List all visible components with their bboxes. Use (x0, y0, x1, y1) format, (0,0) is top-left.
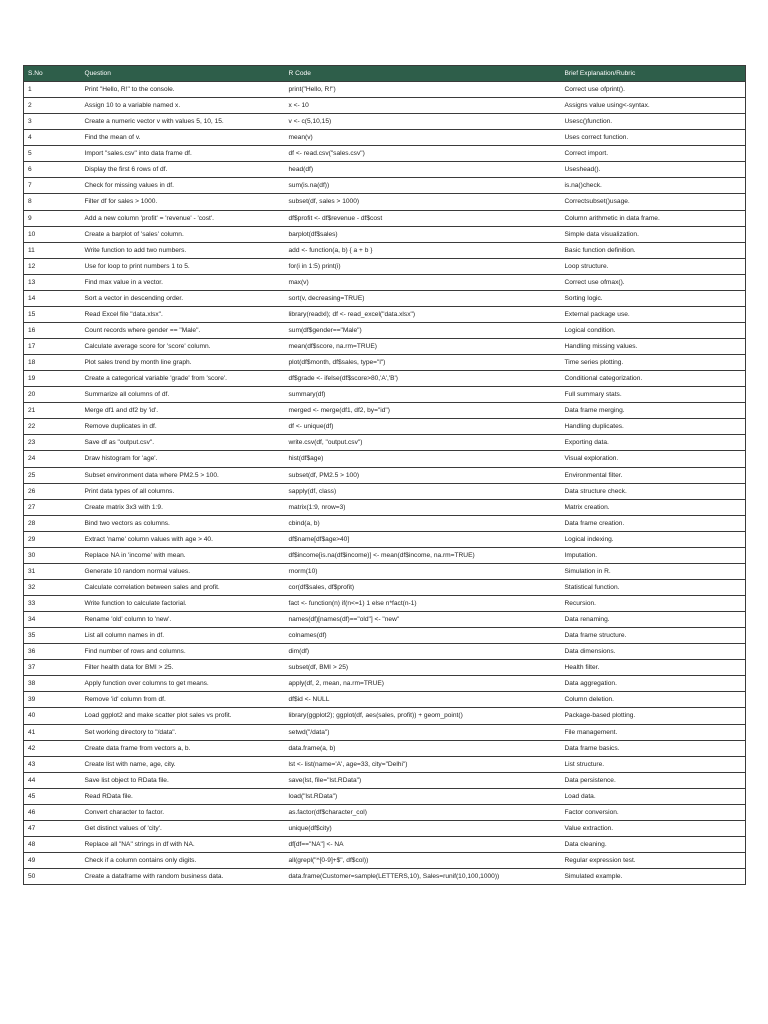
cell-r-code: subset(df, BMI > 25) (285, 660, 561, 676)
cell-question: Subset environment data where PM2.5 > 100. (81, 467, 285, 483)
table-row (24, 339, 746, 355)
cell-sno: 34 (24, 612, 81, 628)
cell-question: Find the mean of v. (81, 130, 285, 146)
cell-sno: 44 (24, 772, 81, 788)
cell-r-code: matrix(1:9, nrow=3) (285, 499, 561, 515)
cell-rubric: Handling duplicates. (561, 419, 746, 435)
cell-question: Create a dataframe with random business data. (81, 869, 285, 885)
cell-sno: 29 (24, 531, 81, 547)
cell-sno: 19 (24, 371, 81, 387)
cell-r-code: barplot(df$sales) (285, 226, 561, 242)
cell-sno: 13 (24, 274, 81, 290)
cell-sno: 12 (24, 258, 81, 274)
cell-rubric: Correctsubset()usage. (561, 194, 746, 210)
cell-rubric: Simple data visualization. (561, 226, 746, 242)
cell-question: Load ggplot2 and make scatter plot sales vs profit. (81, 708, 285, 724)
cell-r-code: df <- read.csv("sales.csv") (285, 146, 561, 162)
cell-question: Find max value in a vector. (81, 274, 285, 290)
cell-rubric: Usesc()function. (561, 114, 746, 130)
table-row (24, 306, 746, 322)
cell-rubric: Data frame creation. (561, 515, 746, 531)
cell-r-code: load("lst.RData") (285, 788, 561, 804)
cell-question: Filter df for sales > 1000. (81, 194, 285, 210)
table-row (24, 708, 746, 724)
table-row (24, 628, 746, 644)
cell-rubric: Package-based plotting. (561, 708, 746, 724)
cell-sno: 41 (24, 724, 81, 740)
cell-r-code: sapply(df, class) (285, 483, 561, 499)
cell-sno: 49 (24, 853, 81, 869)
cell-rubric: Logical condition. (561, 322, 746, 338)
cell-question: Remove duplicates in df. (81, 419, 285, 435)
cell-sno: 43 (24, 756, 81, 772)
table-row (24, 355, 746, 371)
cell-rubric: Environmental filter. (561, 467, 746, 483)
r-questions-table-container (23, 65, 745, 885)
cell-sno: 15 (24, 306, 81, 322)
cell-r-code: library(ggplot2); ggplot(df, aes(sales, profit)) + geom_point() (285, 708, 561, 724)
cell-question: Calculate correlation between sales and profit. (81, 579, 285, 595)
cell-question: Write function to add two numbers. (81, 242, 285, 258)
cell-r-code: x <- 10 (285, 98, 561, 114)
header-rubric: Brief Explanation/Rubric (561, 66, 746, 82)
table-row (24, 130, 746, 146)
cell-question: Save df as "output.csv". (81, 435, 285, 451)
cell-rubric: Matrix creation. (561, 499, 746, 515)
cell-question: Draw histogram for 'age'. (81, 451, 285, 467)
table-row (24, 804, 746, 820)
table-row (24, 146, 746, 162)
cell-rubric: Simulated example. (561, 869, 746, 885)
cell-question: Check if a column contains only digits. (81, 853, 285, 869)
cell-sno: 32 (24, 579, 81, 595)
cell-r-code: sum(df$gender=="Male") (285, 322, 561, 338)
cell-sno: 42 (24, 740, 81, 756)
cell-question: Check for missing values in df. (81, 178, 285, 194)
table-row (24, 820, 746, 836)
r-questions-table (23, 65, 746, 885)
cell-rubric: Load data. (561, 788, 746, 804)
cell-sno: 11 (24, 242, 81, 258)
cell-r-code: merged <- merge(df1, df2, by="id") (285, 403, 561, 419)
cell-rubric: Data frame basics. (561, 740, 746, 756)
cell-r-code: dim(df) (285, 644, 561, 660)
table-row (24, 290, 746, 306)
table-row (24, 692, 746, 708)
table-row (24, 162, 746, 178)
cell-rubric: Full summary stats. (561, 387, 746, 403)
cell-question: Read Excel file "data.xlsx". (81, 306, 285, 322)
cell-r-code: colnames(df) (285, 628, 561, 644)
cell-r-code: summary(df) (285, 387, 561, 403)
cell-sno: 27 (24, 499, 81, 515)
cell-r-code: lst <- list(name='A', age=33, city="Delhi") (285, 756, 561, 772)
cell-rubric: Visual exploration. (561, 451, 746, 467)
table-row (24, 194, 746, 210)
cell-sno: 4 (24, 130, 81, 146)
cell-question: Create a categorical variable 'grade' from 'score'. (81, 371, 285, 387)
cell-r-code: fact <- function(n) if(n<=1) 1 else n*fact(n-1) (285, 596, 561, 612)
cell-question: Create a numeric vector v with values 5, 10, 15. (81, 114, 285, 130)
cell-sno: 7 (24, 178, 81, 194)
cell-sno: 10 (24, 226, 81, 242)
cell-rubric: Correct use ofmax(). (561, 274, 746, 290)
cell-sno: 28 (24, 515, 81, 531)
cell-question: Assign 10 to a variable named x. (81, 98, 285, 114)
cell-sno: 2 (24, 98, 81, 114)
cell-r-code: library(readxl); df <- read_excel("data.xlsx") (285, 306, 561, 322)
cell-sno: 30 (24, 547, 81, 563)
cell-question: Count records where gender == "Male". (81, 322, 285, 338)
table-row (24, 483, 746, 499)
cell-question: Extract 'name' column values with age > 40. (81, 531, 285, 547)
cell-sno: 25 (24, 467, 81, 483)
cell-question: Remove 'id' column from df. (81, 692, 285, 708)
table-row (24, 98, 746, 114)
cell-question: Merge df1 and df2 by 'id'. (81, 403, 285, 419)
cell-r-code: df$grade <- ifelse(df$score>80,'A','B') (285, 371, 561, 387)
cell-r-code: as.factor(df$character_col) (285, 804, 561, 820)
cell-rubric: Exporting data. (561, 435, 746, 451)
cell-question: Create list with name, age, city. (81, 756, 285, 772)
cell-sno: 21 (24, 403, 81, 419)
cell-rubric: Value extraction. (561, 820, 746, 836)
cell-sno: 36 (24, 644, 81, 660)
cell-r-code: mean(df$score, na.rm=TRUE) (285, 339, 561, 355)
table-row (24, 563, 746, 579)
cell-r-code: hist(df$age) (285, 451, 561, 467)
cell-rubric: is.na()check. (561, 178, 746, 194)
table-row (24, 531, 746, 547)
cell-sno: 9 (24, 210, 81, 226)
cell-r-code: max(v) (285, 274, 561, 290)
cell-sno: 24 (24, 451, 81, 467)
cell-r-code: cbind(a, b) (285, 515, 561, 531)
cell-question: Write function to calculate factorial. (81, 596, 285, 612)
table-row (24, 403, 746, 419)
cell-question: Import "sales.csv" into data frame df. (81, 146, 285, 162)
cell-sno: 39 (24, 692, 81, 708)
cell-question: Plot sales trend by month line graph. (81, 355, 285, 371)
table-row (24, 322, 746, 338)
cell-r-code: apply(df, 2, mean, na.rm=TRUE) (285, 676, 561, 692)
cell-rubric: Data cleaning. (561, 836, 746, 852)
header-sno: S.No (24, 66, 81, 82)
cell-rubric: Sorting logic. (561, 290, 746, 306)
cell-rubric: Data persistence. (561, 772, 746, 788)
table-row (24, 451, 746, 467)
table-row (24, 724, 746, 740)
cell-question: Use for loop to print numbers 1 to 5. (81, 258, 285, 274)
cell-rubric: Recursion. (561, 596, 746, 612)
cell-question: Replace NA in 'income' with mean. (81, 547, 285, 563)
table-row (24, 596, 746, 612)
table-row (24, 258, 746, 274)
cell-r-code: print("Hello, R!") (285, 82, 561, 98)
cell-sno: 20 (24, 387, 81, 403)
cell-sno: 38 (24, 676, 81, 692)
table-row (24, 178, 746, 194)
cell-question: Create data frame from vectors a, b. (81, 740, 285, 756)
cell-rubric: Useshead(). (561, 162, 746, 178)
cell-rubric: Handling missing values. (561, 339, 746, 355)
cell-sno: 40 (24, 708, 81, 724)
cell-question: List all column names in df. (81, 628, 285, 644)
cell-sno: 37 (24, 660, 81, 676)
cell-r-code: plot(df$month, df$sales, type="l") (285, 355, 561, 371)
cell-r-code: subset(df, sales > 1000) (285, 194, 561, 210)
cell-rubric: Basic function definition. (561, 242, 746, 258)
table-row (24, 274, 746, 290)
cell-sno: 6 (24, 162, 81, 178)
table-row (24, 547, 746, 563)
cell-rubric: Assigns value using<-syntax. (561, 98, 746, 114)
cell-r-code: all(grepl("^[0-9]+$", df$col)) (285, 853, 561, 869)
table-row (24, 644, 746, 660)
cell-r-code: df <- unique(df) (285, 419, 561, 435)
cell-question: Read RData file. (81, 788, 285, 804)
table-row (24, 853, 746, 869)
cell-r-code: unique(df$city) (285, 820, 561, 836)
cell-sno: 35 (24, 628, 81, 644)
cell-question: Sort a vector in descending order. (81, 290, 285, 306)
cell-rubric: Statistical function. (561, 579, 746, 595)
cell-question: Create matrix 3x3 with 1:9. (81, 499, 285, 515)
cell-sno: 50 (24, 869, 81, 885)
cell-r-code: sum(is.na(df)) (285, 178, 561, 194)
cell-rubric: Simulation in R. (561, 563, 746, 579)
table-row (24, 836, 746, 852)
table-row (24, 210, 746, 226)
cell-question: Print data types of all columns. (81, 483, 285, 499)
cell-rubric: File management. (561, 724, 746, 740)
cell-sno: 31 (24, 563, 81, 579)
cell-r-code: subset(df, PM2.5 > 100) (285, 467, 561, 483)
cell-r-code: sort(v, decreasing=TRUE) (285, 290, 561, 306)
table-row (24, 226, 746, 242)
table-row (24, 419, 746, 435)
cell-rubric: External package use. (561, 306, 746, 322)
cell-r-code: write.csv(df, "output.csv") (285, 435, 561, 451)
cell-r-code: rnorm(10) (285, 563, 561, 579)
cell-question: Rename 'old' column to 'new'. (81, 612, 285, 628)
cell-sno: 47 (24, 820, 81, 836)
cell-rubric: Uses correct function. (561, 130, 746, 146)
cell-rubric: Factor conversion. (561, 804, 746, 820)
cell-r-code: save(lst, file="lst.RData") (285, 772, 561, 788)
cell-r-code: mean(v) (285, 130, 561, 146)
header-question: Question (81, 66, 285, 82)
cell-r-code: df[df=="NA"] <- NA (285, 836, 561, 852)
cell-rubric: Loop structure. (561, 258, 746, 274)
table-row (24, 579, 746, 595)
cell-question: Summarize all columns of df. (81, 387, 285, 403)
cell-question: Bind two vectors as columns. (81, 515, 285, 531)
table-row (24, 772, 746, 788)
cell-question: Create a barplot of 'sales' column. (81, 226, 285, 242)
cell-r-code: df$income[is.na(df$income)] <- mean(df$income, na.rm=TRUE) (285, 547, 561, 563)
cell-rubric: Data dimensions. (561, 644, 746, 660)
cell-rubric: Column arithmetic in data frame. (561, 210, 746, 226)
cell-rubric: Logical indexing. (561, 531, 746, 547)
cell-sno: 1 (24, 82, 81, 98)
cell-sno: 33 (24, 596, 81, 612)
cell-r-code: data.frame(a, b) (285, 740, 561, 756)
cell-sno: 23 (24, 435, 81, 451)
cell-rubric: Conditional categorization. (561, 371, 746, 387)
table-body (24, 82, 746, 885)
cell-rubric: Data aggregation. (561, 676, 746, 692)
table-row (24, 515, 746, 531)
cell-question: Filter health data for BMI > 25. (81, 660, 285, 676)
table-row (24, 435, 746, 451)
cell-sno: 5 (24, 146, 81, 162)
table-row (24, 660, 746, 676)
table-row (24, 756, 746, 772)
table-header (24, 66, 746, 82)
cell-rubric: Data frame merging. (561, 403, 746, 419)
cell-rubric: Regular expression test. (561, 853, 746, 869)
cell-question: Find number of rows and columns. (81, 644, 285, 660)
table-row (24, 82, 746, 98)
cell-question: Save list object to RData file. (81, 772, 285, 788)
cell-r-code: df$name[df$age>40] (285, 531, 561, 547)
table-row (24, 467, 746, 483)
cell-sno: 17 (24, 339, 81, 355)
cell-question: Apply function over columns to get means. (81, 676, 285, 692)
table-row (24, 371, 746, 387)
cell-sno: 18 (24, 355, 81, 371)
cell-sno: 22 (24, 419, 81, 435)
cell-rubric: Data renaming. (561, 612, 746, 628)
cell-r-code: data.frame(Customer=sample(LETTERS,10), Sales=runif(10,100,1000)) (285, 869, 561, 885)
cell-question: Replace all "NA" strings in df with NA. (81, 836, 285, 852)
cell-r-code: cor(df$sales, df$profit) (285, 579, 561, 595)
cell-question: Display the first 6 rows of df. (81, 162, 285, 178)
cell-rubric: Data structure check. (561, 483, 746, 499)
cell-rubric: Health filter. (561, 660, 746, 676)
cell-sno: 45 (24, 788, 81, 804)
table-row (24, 788, 746, 804)
cell-question: Generate 10 random normal values. (81, 563, 285, 579)
cell-question: Print "Hello, R!" to the console. (81, 82, 285, 98)
cell-r-code: for(i in 1:5) print(i) (285, 258, 561, 274)
table-row (24, 114, 746, 130)
cell-question: Set working directory to "/data". (81, 724, 285, 740)
cell-sno: 26 (24, 483, 81, 499)
cell-r-code: names(df)[names(df)=="old"] <- "new" (285, 612, 561, 628)
cell-question: Calculate average score for 'score' column. (81, 339, 285, 355)
table-row (24, 676, 746, 692)
header-row (24, 66, 746, 82)
cell-sno: 8 (24, 194, 81, 210)
cell-rubric: Imputation. (561, 547, 746, 563)
table-row (24, 499, 746, 515)
cell-sno: 46 (24, 804, 81, 820)
cell-rubric: Time series plotting. (561, 355, 746, 371)
table-row (24, 387, 746, 403)
cell-question: Add a new column 'profit' = 'revenue' - 'cost'. (81, 210, 285, 226)
header-r-code: R Code (285, 66, 561, 82)
cell-rubric: Data frame structure. (561, 628, 746, 644)
cell-rubric: Column deletion. (561, 692, 746, 708)
cell-r-code: head(df) (285, 162, 561, 178)
cell-rubric: Correct import. (561, 146, 746, 162)
table-row (24, 740, 746, 756)
cell-sno: 16 (24, 322, 81, 338)
cell-question: Get distinct values of 'city'. (81, 820, 285, 836)
cell-r-code: v <- c(5,10,15) (285, 114, 561, 130)
cell-sno: 48 (24, 836, 81, 852)
cell-question: Convert character to factor. (81, 804, 285, 820)
cell-rubric: List structure. (561, 756, 746, 772)
cell-r-code: setwd("/data") (285, 724, 561, 740)
cell-r-code: df$profit <- df$revenue - df$cost (285, 210, 561, 226)
cell-r-code: add <- function(a, b) { a + b } (285, 242, 561, 258)
cell-r-code: df$id <- NULL (285, 692, 561, 708)
cell-sno: 14 (24, 290, 81, 306)
cell-sno: 3 (24, 114, 81, 130)
table-row (24, 612, 746, 628)
table-row (24, 242, 746, 258)
cell-rubric: Correct use ofprint(). (561, 82, 746, 98)
table-row (24, 869, 746, 885)
